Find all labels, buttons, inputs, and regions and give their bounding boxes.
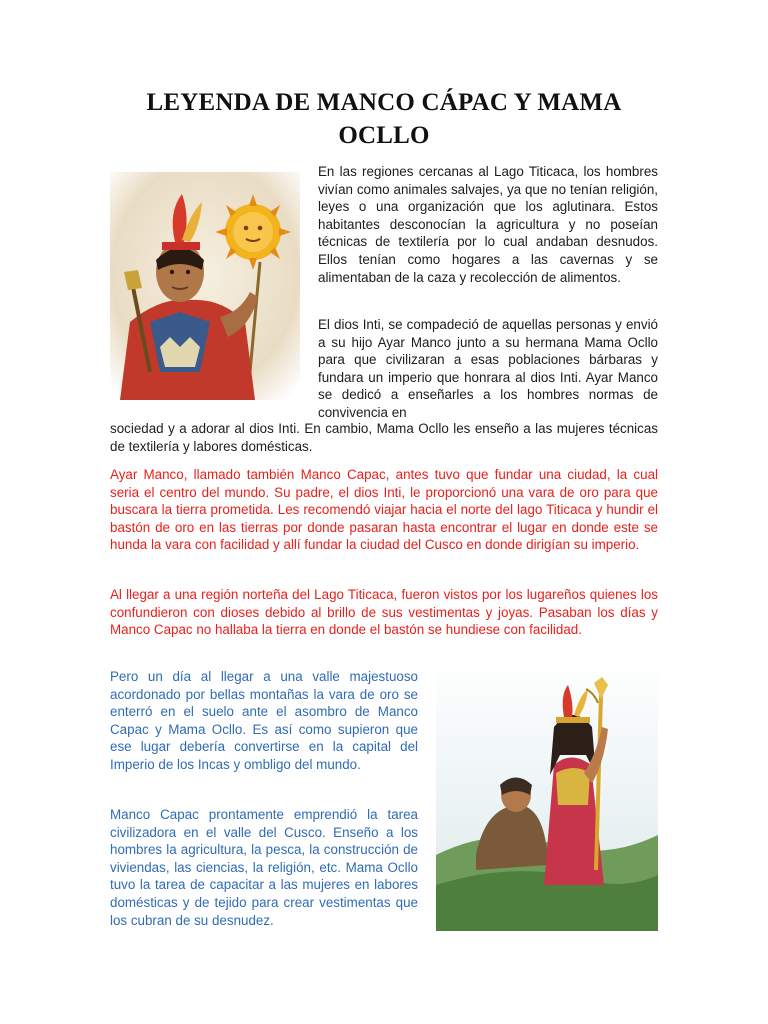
mama-ocllo-illustration (436, 655, 658, 931)
paragraph-3: Ayar Manco, llamado también Manco Capac, antes tuvo que fundar una ciudad, la cual seria el centro del mundo. Su padre, el dios Inti, le proporcionó una vara de oro para que buscara la tierra prometida. Les recomendó viajar hacia el norte del lago Titicaca y hundir el bastón de oro en las tierras por donde pasaran hasta encontrar el lugar en donde este se hunda la vara con facilidad y allí fundar la ciudad del Cusco en donde dirigían su imperio. (110, 467, 658, 553)
paragraph-1: En las regiones cercanas al Lago Titicaca, los hombres vivían como animales salvajes, ya que no tenían religión, leyes o una organización que los aglutinara. Estos habitantes desconocían la agricultura y no poseían técnicas de textilería por lo cual andaban desnudos. Ellos tenían como hogares a las cavernas y se alimentaban de la caza y recolección de alimentos. (318, 164, 658, 285)
paragraph-6: Manco Capac prontamente emprendió la tarea civilizadora en el valle del Cusco. Enseño a los hombres la agricultura, la pesca, la construcción de viviendas, las ciencias, la religión, etc. Mama Ocllo tuvo la tarea de capacitar a las mujeres en labores domésticas y de tejido para crear vestimentas que los cubran de su desnudez. (110, 807, 418, 928)
document-title: LEYENDA DE MANCO CÁPAC Y MAMA OCLLO (146, 89, 622, 149)
paragraph-2-bottom: sociedad y a adorar al dios Inti. En cambio, Mama Ocllo les enseño a las mujeres técnicas de textilería y labores domésticas. (110, 421, 658, 454)
paragraph-4: Al llegar a una región norteña del Lago Titicaca, fueron vistos por los lugareños quienes los confundieron con dioses debido al brillo de sus vestimentas y joyas. Pasaban los días y Manco Capac no hallaba la tierra en donde el bastón se hundiese con facilidad. (110, 587, 658, 638)
manco-capac-illustration (110, 172, 300, 400)
paragraph-2-top: El dios Inti, se compadeció de aquellas personas y envió a su hijo Ayar Manco junto a su hermana Mama Ocllo para que civilizaran a esas poblaciones bárbaras y fundara un imperio que honrara al dios Inti. Ayar Manco se dedicó a enseñarles a los hombres normas de convivencia en (318, 317, 658, 420)
paragraph-5: Pero un día al llegar a una valle majestuoso acordonado por bellas montañas la vara de oro se enterró en el suelo ante el asombro de Manco Capac y Mama Ocllo. Es así como supieron que ese lugar debería convertirse en la capital del Imperio de los Incas y ombligo del mundo. (110, 669, 418, 772)
